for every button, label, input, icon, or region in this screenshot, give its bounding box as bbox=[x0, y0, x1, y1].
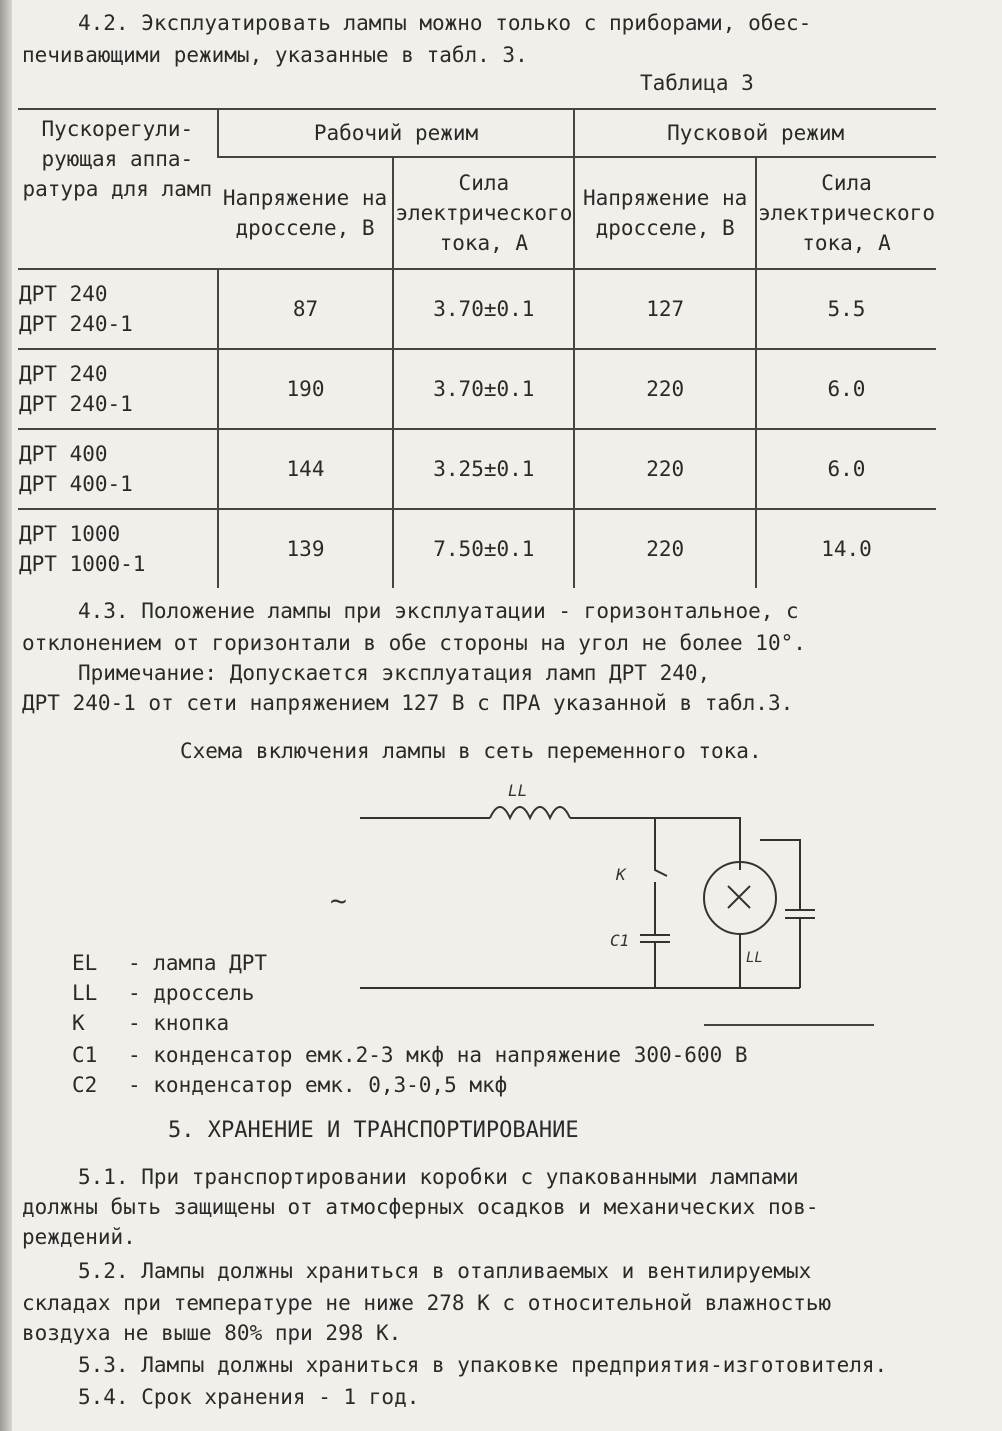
work-voltage: 190 bbox=[218, 349, 394, 429]
note-line-1: Примечание: Допускается эксплуатация ламп ДРТ 240, bbox=[78, 661, 711, 685]
divider bbox=[704, 1024, 874, 1026]
legend-desc: - конденсатор емк. 0,3-0,5 мкф bbox=[128, 1073, 508, 1097]
legend-key: C2 bbox=[72, 1073, 98, 1097]
paragraph-5-2-line-3: воздуха не выше 80% при 298 К. bbox=[22, 1321, 402, 1345]
header-equipment: Пускорегули-рующая аппа-ратура для ламп bbox=[18, 109, 218, 269]
legend-key: EL bbox=[72, 951, 98, 975]
paragraph-5-2-line-2: складах при температуре не ниже 278 К с относительной влажностью bbox=[22, 1291, 832, 1315]
header-start-voltage: Напряжение на дросселе, В bbox=[574, 157, 756, 269]
note-line-2: ДРТ 240-1 от сети напряжением 127 В с ПРА указанной в табл.3. bbox=[22, 691, 794, 715]
start-voltage: 220 bbox=[574, 349, 756, 429]
legend-el bbox=[72, 950, 267, 976]
table-row bbox=[18, 349, 936, 429]
start-voltage: 220 bbox=[574, 509, 756, 588]
legend-desc: - конденсатор емк.2-3 мкф на напряжение 300-600 В bbox=[128, 1043, 748, 1067]
legend-key: K bbox=[72, 1011, 85, 1035]
legend-desc: - кнопка bbox=[128, 1011, 230, 1035]
paragraph-5-3: 5.3. Лампы должны храниться в упаковке предприятия-изготовителя. bbox=[78, 1353, 888, 1377]
table-caption: Таблица 3 bbox=[640, 71, 754, 95]
work-current: 3.70±0.1 bbox=[393, 269, 574, 349]
work-voltage: 144 bbox=[218, 429, 394, 509]
lamp-cell bbox=[18, 509, 218, 588]
header-working-mode: Рабочий режим bbox=[218, 109, 575, 157]
start-voltage: 127 bbox=[574, 269, 756, 349]
choke-coil bbox=[490, 807, 570, 818]
table-3 bbox=[18, 108, 936, 588]
work-current: 3.70±0.1 bbox=[393, 349, 574, 429]
lamp-cell bbox=[18, 349, 218, 429]
lamp-name: ДРТ 1000 bbox=[19, 522, 121, 546]
table-row bbox=[18, 269, 936, 349]
start-current: 14.0 bbox=[756, 509, 936, 588]
paragraph-5-1-line-2: должны быть защищены от атмосферных осадков и механических пов- bbox=[22, 1195, 819, 1219]
lamp-cell bbox=[18, 269, 218, 349]
k-c1-branch bbox=[640, 818, 670, 988]
c2-branch bbox=[760, 840, 815, 988]
lamp-cross bbox=[728, 886, 750, 908]
header-work-current: Сила электрического тока, А bbox=[393, 157, 574, 269]
paragraph-5-1-line-3: реждений. bbox=[22, 1225, 136, 1249]
lamp-name-variant: ДРТ 240-1 bbox=[19, 392, 133, 416]
legend-c2 bbox=[72, 1072, 507, 1098]
lamp-name-variant: ДРТ 240-1 bbox=[19, 312, 133, 336]
legend-k bbox=[72, 1010, 229, 1036]
legend-key: C1 bbox=[72, 1043, 98, 1067]
lamp-cell bbox=[18, 429, 218, 509]
paragraph-5-1-line-1: 5.1. При транспортировании коробки с упакованными лампами bbox=[78, 1165, 799, 1189]
start-voltage: 220 bbox=[574, 429, 756, 509]
paragraph-4-2-line-1: 4.2. Эксплуатировать лампы можно только с приборами, обес- bbox=[78, 11, 812, 35]
header-start-current: Сила электрического тока, А bbox=[756, 157, 936, 269]
work-current: 7.50±0.1 bbox=[393, 509, 574, 588]
header-work-voltage: Напряжение на дросселе, В bbox=[218, 157, 394, 269]
lamp-name-variant: ДРТ 1000-1 bbox=[19, 552, 146, 576]
top-wire bbox=[360, 818, 740, 870]
start-current: 6.0 bbox=[756, 349, 936, 429]
paragraph-5-4: 5.4. Срок хранения - 1 год. bbox=[78, 1385, 420, 1409]
paragraph-4-3-line-2: отклонением от горизонтали в обе стороны на угол не более 10°. bbox=[22, 631, 806, 655]
table-row bbox=[18, 429, 936, 509]
legend-ll bbox=[72, 980, 254, 1006]
header-start-mode: Пусковой режим bbox=[574, 109, 936, 157]
lamp-name: ДРТ 240 bbox=[19, 362, 108, 386]
work-voltage: 139 bbox=[218, 509, 394, 588]
label-ll-bottom: LL bbox=[746, 950, 763, 966]
legend-desc: - дроссель bbox=[128, 981, 255, 1005]
paragraph-5-2-line-1: 5.2. Лампы должны храниться в отапливаемых и вентилируемых bbox=[78, 1259, 812, 1283]
paragraph-4-2-line-2: печивающими режимы, указанные в табл. 3. bbox=[22, 43, 528, 67]
label-ac: ~ bbox=[330, 884, 347, 917]
work-voltage: 87 bbox=[218, 269, 394, 349]
label-k: K bbox=[616, 865, 626, 884]
wiring-diagram bbox=[330, 770, 890, 1030]
paragraph-4-3-line-1: 4.3. Положение лампы при эксплуатации - горизонтальное, с bbox=[78, 599, 799, 623]
start-current: 5.5 bbox=[756, 269, 936, 349]
lamp-name: ДРТ 240 bbox=[19, 282, 108, 306]
lamp-name-variant: ДРТ 400-1 bbox=[19, 472, 133, 496]
section-5-heading: 5. ХРАНЕНИЕ И ТРАНСПОРТИРОВАНИЕ bbox=[168, 1118, 579, 1143]
label-ll-top: LL bbox=[508, 781, 528, 800]
legend-key: LL bbox=[72, 981, 98, 1005]
page-edge-shadow bbox=[0, 0, 12, 1431]
legend-desc: - лампа ДРТ bbox=[128, 951, 268, 975]
label-c1: C1 bbox=[610, 931, 630, 950]
start-current: 6.0 bbox=[756, 429, 936, 509]
legend-c1 bbox=[72, 1042, 748, 1068]
table-row bbox=[18, 509, 936, 588]
diagram-title: Схема включения лампы в сеть переменного тока. bbox=[180, 739, 762, 763]
work-current: 3.25±0.1 bbox=[393, 429, 574, 509]
lamp-name: ДРТ 400 bbox=[19, 442, 108, 466]
